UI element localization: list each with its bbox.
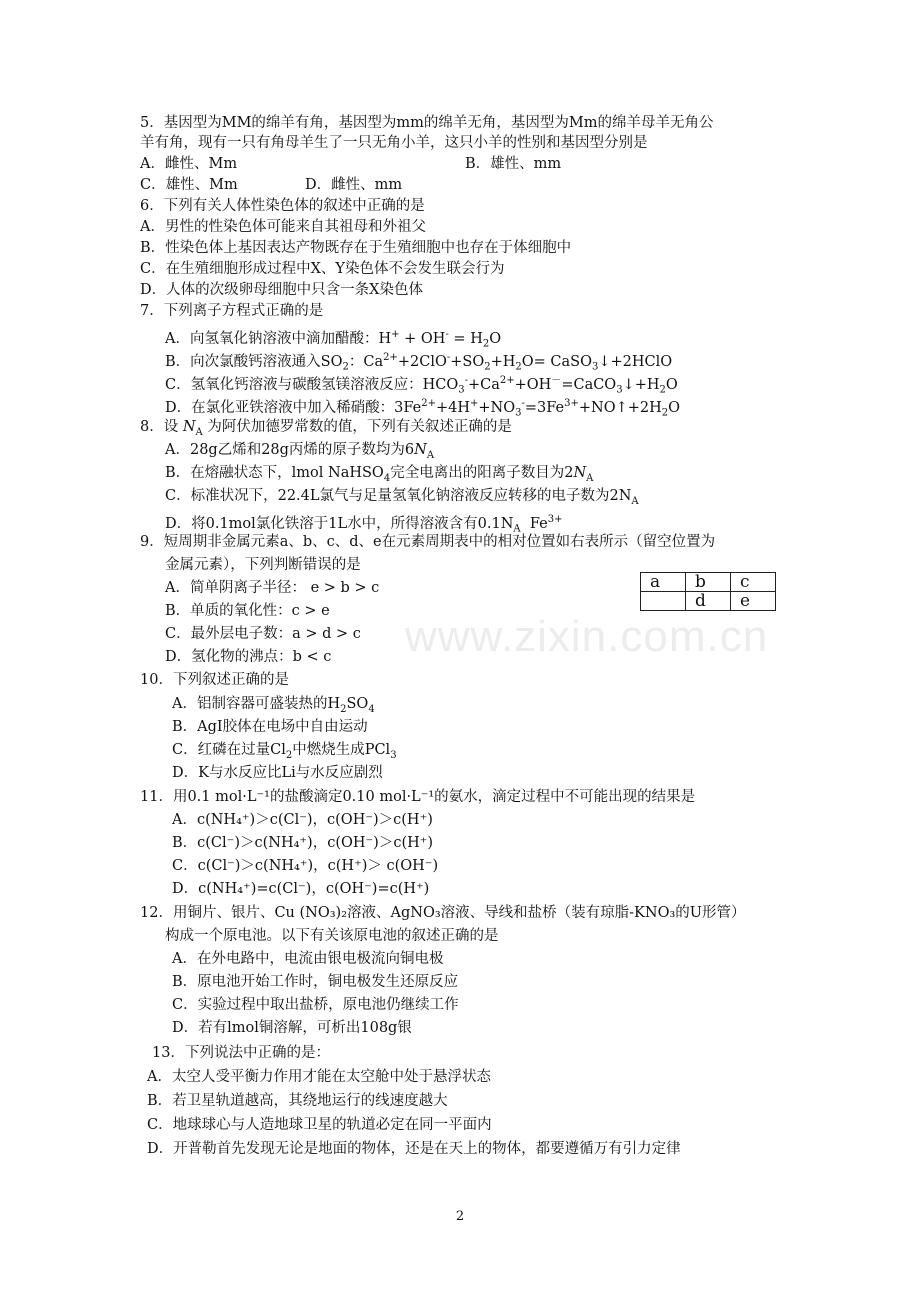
q5-option-c: C．雄性、Mm [140, 177, 238, 193]
table-cell [641, 592, 686, 611]
q8-option-d-ion: Fe [529, 515, 548, 532]
q7-option-c-text: C．氢氧化钙溶液与碳酸氢镁溶液反应： [165, 376, 423, 393]
table-cell: e [731, 592, 776, 611]
q7-option-b-text: B．向次氯酸钙溶液通入 [165, 353, 321, 370]
q8-option-a: A．28g乙烯和28g丙烯的原子数均为$6N_A$ [165, 442, 435, 461]
q12-option-a: A．在外电路中，电流由银电极流向铜电极 [172, 951, 444, 967]
q7-option-a-text: A．向氢氧化钠溶液中滴加醋酸： [165, 330, 379, 347]
q13-option-a: A．太空人受平衡力作用才能在太空舱中处于悬浮状态 [147, 1069, 491, 1085]
q8-option-c-text: C．标准状况下，22.4L氯气与足量氢氧化钠溶液反应转移的电子数为2N [165, 488, 632, 504]
q12-stem-line1: 12．用铜片、银片、Cu (NO₃)₂溶液、AgNO₃溶液、导线和盐桥（装有琼脂-KNO₃的U形管） [140, 905, 746, 921]
q5-options-row2 [140, 175, 740, 196]
q11-stem: 11．用0.1 mol·L⁻¹的盐酸滴定0.10 mol·L⁻¹的氨水，滴定过程中不可能出现的结果是 [140, 789, 696, 805]
q9-stem-line1: 9．短周期非金属元素a、b、c、d、e在元素周期表中的相对位置如右表所示（留空位置为 [140, 534, 716, 550]
q6-option-d: D．人体的次级卵母细胞中只含一条X染色体 [140, 282, 423, 298]
table-cell: c [731, 573, 776, 592]
q5-option-b: B．雄性、mm [465, 156, 562, 172]
q11-option-d: D．c(NH₄⁺)=c(Cl⁻)，c(OH⁻)=c(H⁺) [172, 881, 430, 897]
q10-option-c-text: C．红磷在过量Cl [172, 742, 286, 758]
q6-option-b: B．性染色体上基因表达产物既存在于生殖细胞中也存在于体细胞中 [140, 240, 572, 256]
q5-option-d: D．雌性、mm [305, 177, 403, 193]
q10-option-c-mid: 中燃烧生成PCl [292, 742, 391, 758]
q8-option-b-text: B．在熔融状态下，lmol NaHSO [165, 465, 384, 481]
watermark: www.zixin.com.cn [405, 612, 769, 661]
q12-stem-line2: 构成一个原电池。以下有关该原电池的叙述正确的是 [165, 928, 499, 944]
q10-option-c: C．红磷在过量$Cl_2$中燃烧生成PCl$_3$ [172, 742, 397, 761]
q12-option-c: C．实验过程中取出盐桥，原电池仍继续工作 [172, 997, 459, 1013]
q12-option-b: B．原电池开始工作时，铜电极发生还原反应 [172, 974, 459, 990]
page-number: 2 [455, 1209, 465, 1224]
q11-option-b: B．c(Cl⁻)＞c(NH₄⁺)，c(OH⁻)＞c(H⁺) [172, 835, 434, 851]
q10-option-d: D．K与水反应比Li与水反应剧烈 [172, 765, 383, 781]
q5-option-a: A．雌性、Mm [140, 156, 238, 172]
q9-option-b: B．单质的氧化性：c > e [165, 603, 330, 619]
q13-option-c: C．地球球心与人造地球卫星的轨道必定在同一平面内 [147, 1117, 492, 1133]
table-cell: b [686, 573, 731, 592]
q6-option-a: A．男性的性染色体可能来自其祖母和外祖父 [140, 219, 426, 235]
q6-stem: 6．下列有关人体性染色体的叙述中正确的是 [140, 198, 425, 214]
periodic-position-table [640, 572, 776, 611]
q9-stem-line2: 金属元素），下列判断错误的是 [165, 557, 361, 573]
q8-stem-b: 为阿伏加德罗常数的值，下列有关叙述正确的是 [207, 419, 512, 435]
q7-option-b: B．向次氯酸钙溶液通入$SO_2$：$Ca^{2+}+2ClO^-+SO_2+H_2O=$ CaSO$_3$↓+2HClO [165, 352, 673, 373]
table-cell: a [641, 573, 686, 592]
q8-option-d: D．将0.1mol氯化铁溶于1L水中，所得溶液含有$0.1N_A$ $Fe^{3+}$ [165, 514, 563, 535]
table-row [641, 573, 776, 592]
q8-option-c: C．标准状况下，22.4L氯气与足量氢氧化钠溶液反应转移的电子数为$2N_A$ [165, 488, 639, 507]
q13-stem: 13．下列说法中正确的是： [152, 1045, 330, 1061]
q8-stem: 8．设 $N_A$ 为阿伏加德罗常数的值，下列有关叙述正确的是 [140, 419, 512, 438]
q8-option-d-text: D．将0.1mol氯化铁溶于1L水中，所得溶液含有0.1N [165, 515, 514, 532]
q10-option-a: A．铝制容器可盛装热的$H_2SO_4$ [172, 696, 375, 715]
q11-option-a: A．c(NH₄⁺)＞c(Cl⁻)，c(OH⁻)＞c(H⁺) [172, 812, 433, 828]
q12-option-d: D．若有lmol铜溶解，可析出108g银 [172, 1020, 412, 1036]
q7-stem: 7．下列离子方程式正确的是 [140, 303, 324, 319]
q13-option-b: B．若卫星轨道越高，其绕地运行的线速度越大 [147, 1093, 448, 1109]
q10-stem: 10．下列叙述正确的是 [140, 672, 289, 688]
q9-option-a: A．简单阴离子半径： e > b > c [165, 580, 380, 596]
q8-option-b-suffix: 完全电离出的阳离子数目为2 [390, 465, 574, 481]
q13-option-d: D．开普勒首先发现无论是地面的物体，还是在天上的物体，都要遵循万有引力定律 [147, 1141, 681, 1157]
q8-option-a-text: A．28g乙烯和28g丙烯的原子数均为6 [165, 442, 415, 458]
q5-stem-line1: 5．基因型为MM的绵羊有角，基因型为mm的绵羊无角，基因型为Mm的绵羊母羊无角公 [140, 115, 714, 131]
q10-option-a-text: A．铝制容器可盛装热的H [172, 696, 341, 712]
q11-option-c: C．c(Cl⁻)＞c(NH₄⁺)，c(H⁺)＞ c(OH⁻) [172, 858, 439, 874]
q10-option-b: B．AgI胶体在电场中自由运动 [172, 719, 368, 735]
table-row [641, 592, 776, 611]
q9-option-c: C．最外层电子数：a > d > c [165, 626, 361, 642]
q7-option-d: D．在氯化亚铁溶液中加入稀硝酸：$3Fe^{2+}+4H^++NO_3^-=3Fe^{3+}+NO↑+2H_2O$ [165, 398, 681, 419]
q7-option-c: C．氢氧化钙溶液与碳酸氢镁溶液反应：$HCO_3^-+Ca^{2+}+OH^-=CaCO_3↓+H_2O$ [165, 375, 678, 396]
table-cell: d [686, 592, 731, 611]
q5-options-row1 [140, 154, 740, 175]
q6-option-c: C．在生殖细胞形成过程中X、Y染色体不会发生联会行为 [140, 261, 505, 277]
q7-option-d-text: D．在氯化亚铁溶液中加入稀硝酸： [165, 399, 395, 416]
q7-option-a: A．向氢氧化钠溶液中滴加醋酸：$H^+ + OH^- = H_2O$ [165, 329, 502, 350]
q8-option-b: B．在熔融状态下，lmol NaHSO$_4$完全电离出的阳离子数目为$2N_A$ [165, 465, 594, 484]
q5-stem-line2: 羊有角，现有一只有角母羊生了一只无角小羊，这只小羊的性别和基因型分别是 [140, 135, 648, 151]
q9-option-d: D．氢化物的沸点：b < c [165, 649, 332, 665]
q8-stem-a: 8．设 [140, 419, 179, 435]
